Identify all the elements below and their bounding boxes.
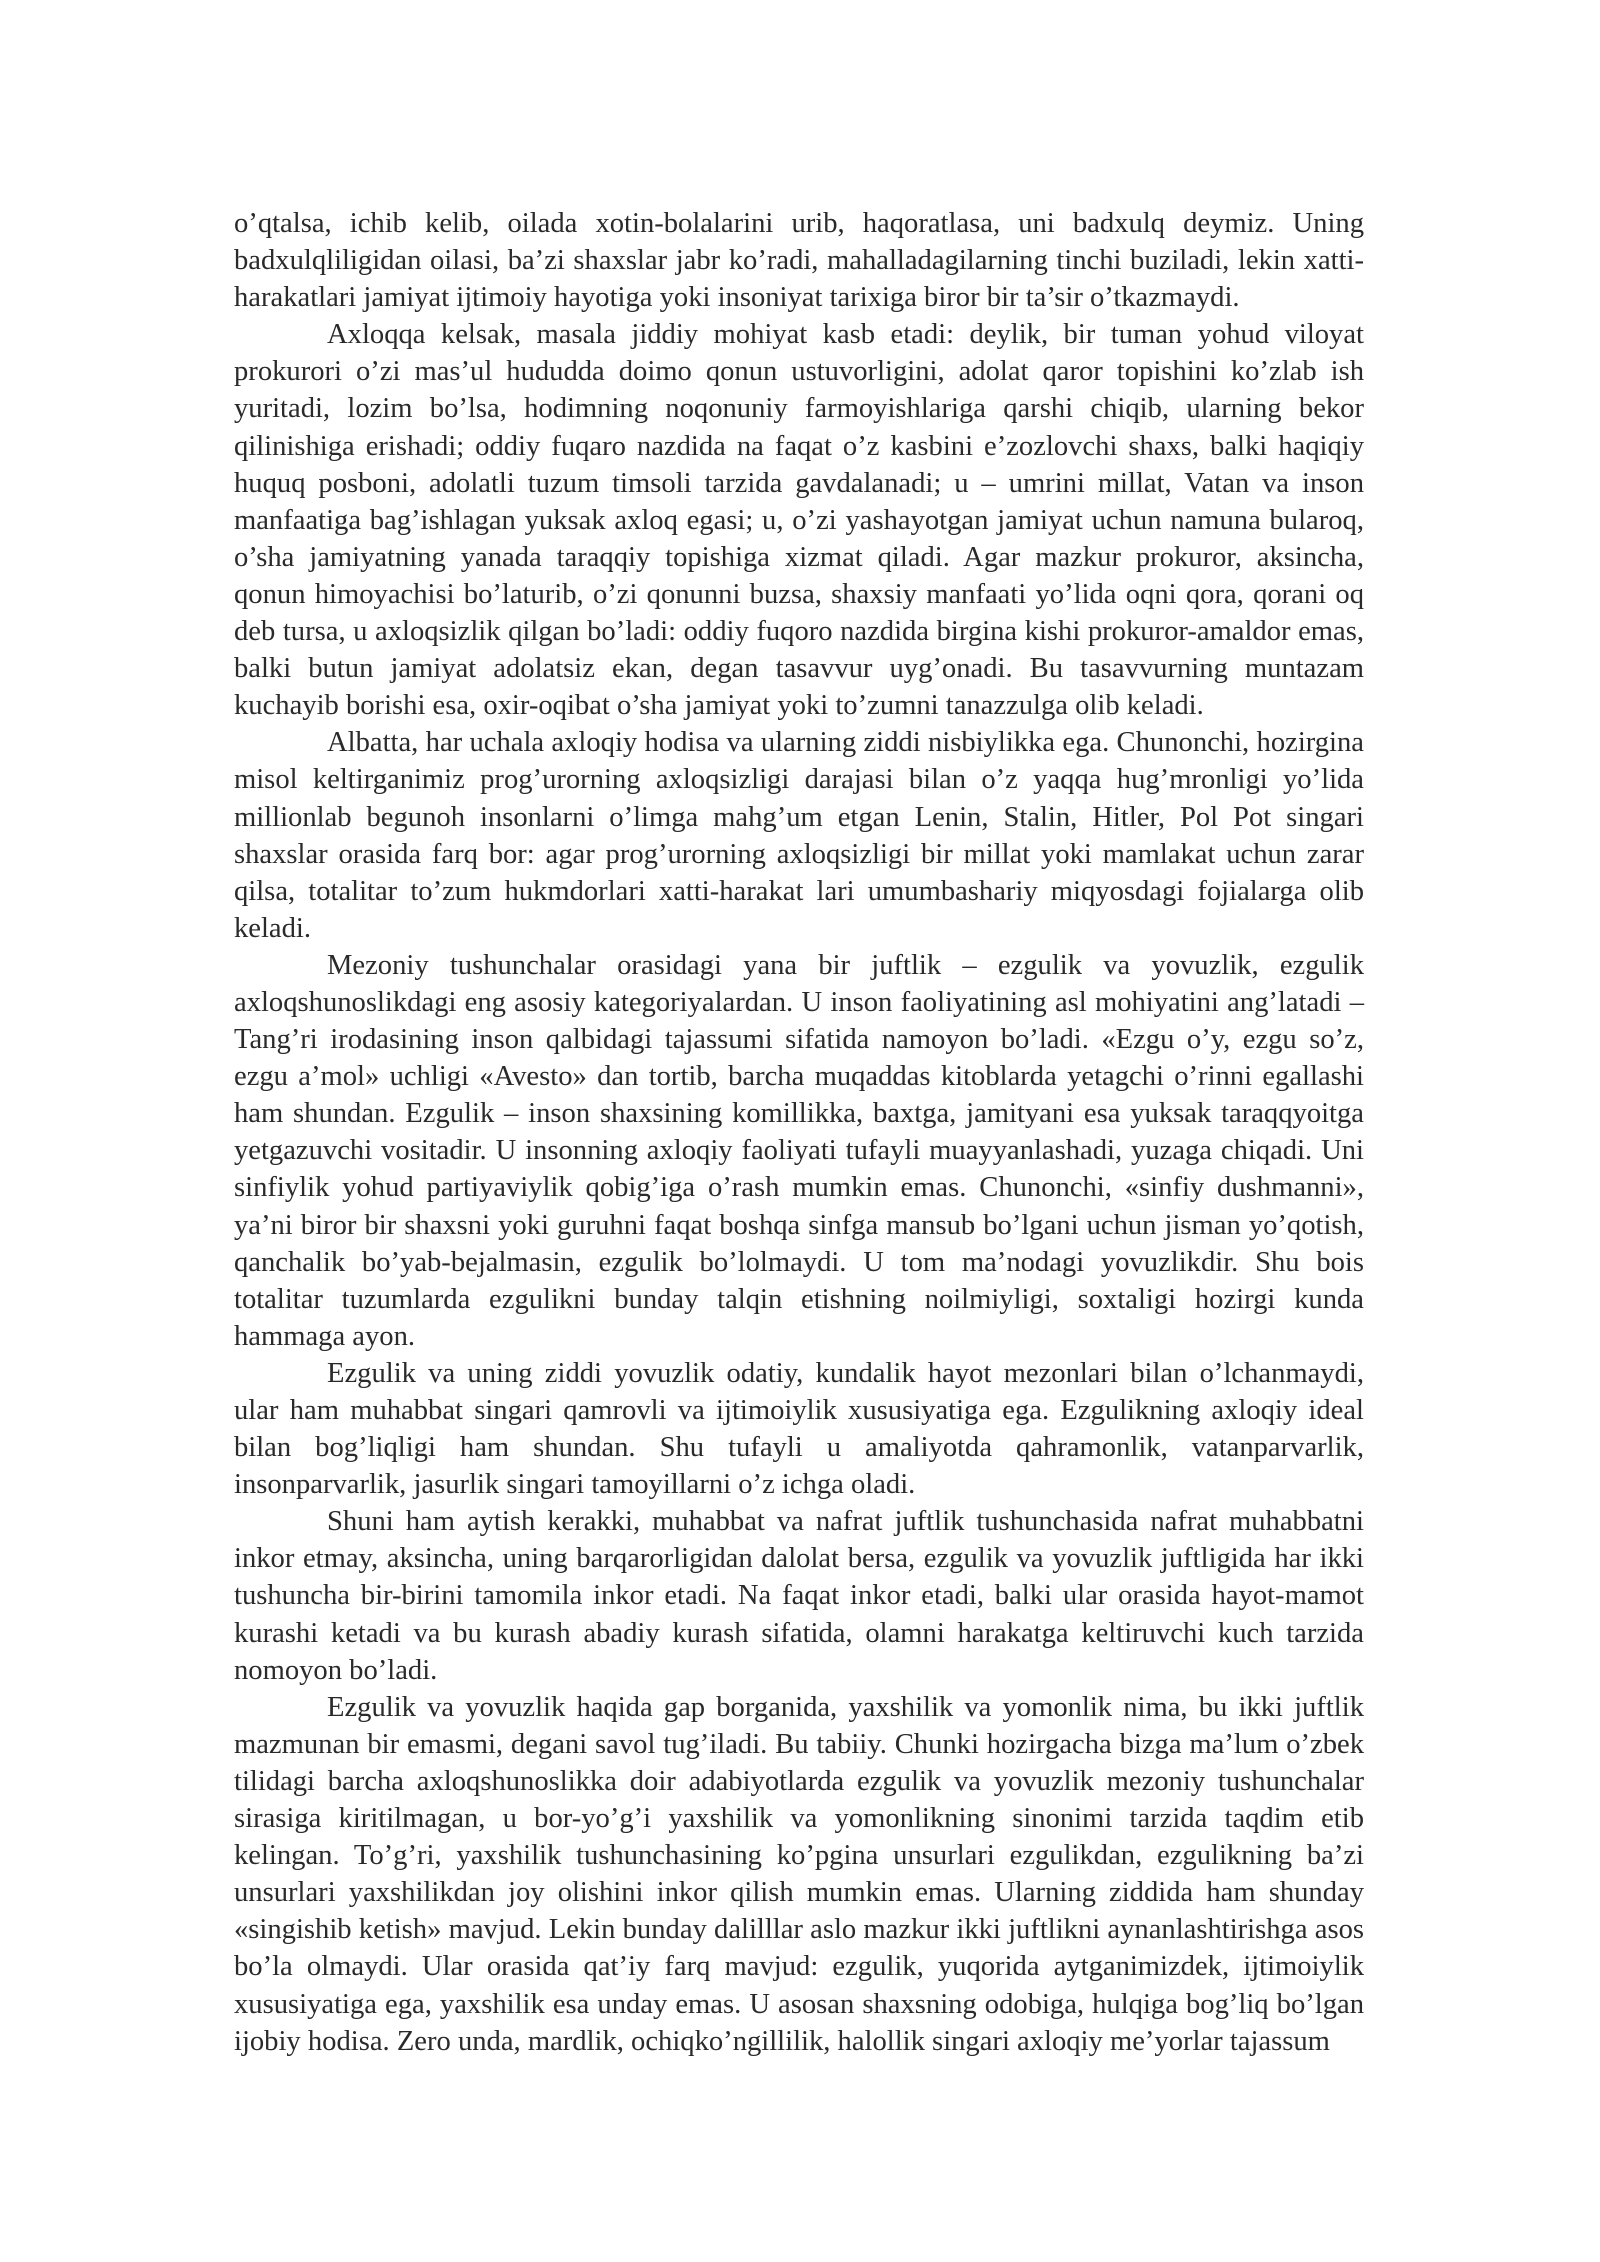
paragraph: Shuni ham aytish kerakki, muhabbat va nafrat juftlik tushunchasida nafrat muhabbatni inkor etmay, aksincha, uning barqarorligidan dalolat bersa, ezgulik va yovuzlik juftligida har ikki tushuncha bir-birini tamomila inkor etadi. Na faqat inkor etadi, balki ular orasida hayot-mamot kurashi ketadi va bu kurash abadiy kurash sifatida, olamni harakatga keltiruvchi kuch tarzida nomoyon bo’ladi. xyxy=(234,1506,1364,1686)
paragraph: Albatta, har uchala axloqiy hodisa va ularning ziddi nisbiylikka ega. Chunonchi, hozirgina misol keltirganimiz prog’urorning axloqsizligi darajasi bilan o’z yaqqa hug’mronligi yo’lida millionlab begunoh insonlarni o’limga mahg’um etgan Lenin, Stalin, Hitler, Pol Pot singari shaxslar orasida farq bor: agar prog’urorning axloqsizligi bir millat yoki mamlakat uchun zarar qilsa, totalitar to’zum hukmdorlari xatti-harakat lari umumbashariy miqyosdagi fojialarga olib keladi. xyxy=(234,727,1364,944)
paragraph: Ezgulik va yovuzlik haqida gap borganida, yaxshilik va yomonlik nima, bu ikki juftlik mazmunan bir emasmi, degani savol tug’iladi. Bu tabiiy. Chunki hozirgacha bizga ma’lum o’zbek tilidagi barcha axloqshunoslikka doir adabiyotlarda ezgulik va yovuzlik mezoniy tushunchalar sirasiga kiritilmagan, u bor-yo’g’i yaxshilik va yomonlikning sinonimi tarzida taqdim etib kelingan. To’g’ri, yaxshilik tushunchasining ko’pgina unsurlari ezgulikdan, ezgulikning ba’zi unsurlari yaxshilikdan joy olishini inkor qilish mumkin emas. Ularning ziddida ham shunday «singishib ketish» mavjud. Lekin bunday dalilllar aslo mazkur ikki juftlikni aynanlashtirishga asos bo’la olmaydi. Ular orasida qat’iy farq mavjud: ezgulik, yuqorida aytganimizdek, ijtimoiylik xususiyatiga ega, yaxshilik esa unday emas. U asosan shaxsning odobiga, hulqiga bog’liq bo’lgan ijobiy hodisa. Zero unda, mardlik, ochiqko’ngillilik, halollik singari axloqiy me’yorlar tajassum xyxy=(234,1691,1364,2057)
document-page xyxy=(234,205,1364,2060)
paragraph-continuation: o’qtalsa, ichib kelib, oilada xotin-bolalarini urib, haqoratlasa, uni badxulq deymiz. Uning badxulqliligidan oilasi, ba’zi shaxslar jabr ko’radi, mahalladagilarning tinchi buziladi, lekin xatti-harakatlari jamiyat ijtimoiy hayotiga yoki insoniyat tarixiga biror bir ta’sir o’tkazmaydi. xyxy=(234,208,1364,314)
paragraph: Mezoniy tushunchalar orasidagi yana bir juftlik – ezgulik va yovuzlik, ezgulik axloqshunoslikdagi eng asosiy kategoriyalardan. U inson faoliyatining asl mohiyatini ang’latadi – Tang’ri irodasining inson qalbidagi tajassumi sifatida namoyon bo’ladi. «Ezgu o’y, ezgu so’z, ezgu a’mol» uchligi «Avesto» dan tortib, barcha muqaddas kitoblarda yetagchi o’rinni egallashi ham shundan. Ezgulik – inson shaxsining komillikka, baxtga, jamityani esa yuksak taraqqyoitga yetgazuvchi vositadir. U insonning axloqiy faoliyati tufayli muayyanlashadi, yuzaga chiqadi. Uni sinfiylik yohud partiyaviylik qobig’iga o’rash mumkin emas. Chunonchi, «sinfiy dushmanni», ya’ni biror bir shaxsni yoki guruhni faqat boshqa sinfga mansub bo’lgani uchun jisman yo’qotish, qanchalik bo’yab-bejalmasin, ezgulik bo’lolmaydi. U tom ma’nodagi yovuzlikdir. Shu bois totalitar tuzumlarda ezgulikni bunday talqin etishning noilmiyligi, soxtaligi hozirgi kunda hammaga ayon. xyxy=(234,949,1364,1352)
paragraph: Ezgulik va uning ziddi yovuzlik odatiy, kundalik hayot mezonlari bilan o’lchanmaydi, ular ham muhabbat singari qamrovli va ijtimoiylik xususiyatiga ega. Ezgulikning axloqiy ideal bilan bog’liqligi ham shundan. Shu tufayli u amaliyotda qahramonlik, vatanparvarlik, insonparvarlik, jasurlik singari tamoyillarni o’z ichga oladi. xyxy=(234,1357,1364,1501)
paragraph: Axloqqa kelsak, masala jiddiy mohiyat kasb etadi: deylik, bir tuman yohud viloyat prokurori o’zi mas’ul hududda doimo qonun ustuvorligini, adolat qaror topishini ko’zlab ish yuritadi, lozim bo’lsa, hodimning noqonuniy farmoyishlariga qarshi chiqib, ularning bekor qilinishiga erishadi; oddiy fuqaro nazdida na faqat o’z kasbini e’zozlovchi shaxs, balki haqiqiy huquq posboni, adolatli tuzum timsoli tarzida gavdalanadi; u – umrini millat, Vatan va inson manfaatiga bag’ishlagan yuksak axloq egasi; u, o’zi yashayotgan jamiyat uchun namuna bularoq, o’sha jamiyatning yanada taraqqiy topishiga xizmat qiladi. Agar mazkur prokuror, aksincha, qonun himoyachisi bo’laturib, o’zi qonunni buzsa, shaxsiy manfaati yo’lida oqni qora, qorani oq deb tursa, u axloqsizlik qilgan bo’ladi: oddiy fuqoro nazdida birgina kishi prokuror-amaldor emas, balki butun jamiyat adolatsiz ekan, degan tasavvur uyg’onadi. Bu tasavvurning muntazam kuchayib borishi esa, oxir-oqibat o’sha jamiyat yoki to’zumni tanazzulga olib keladi. xyxy=(234,319,1364,722)
